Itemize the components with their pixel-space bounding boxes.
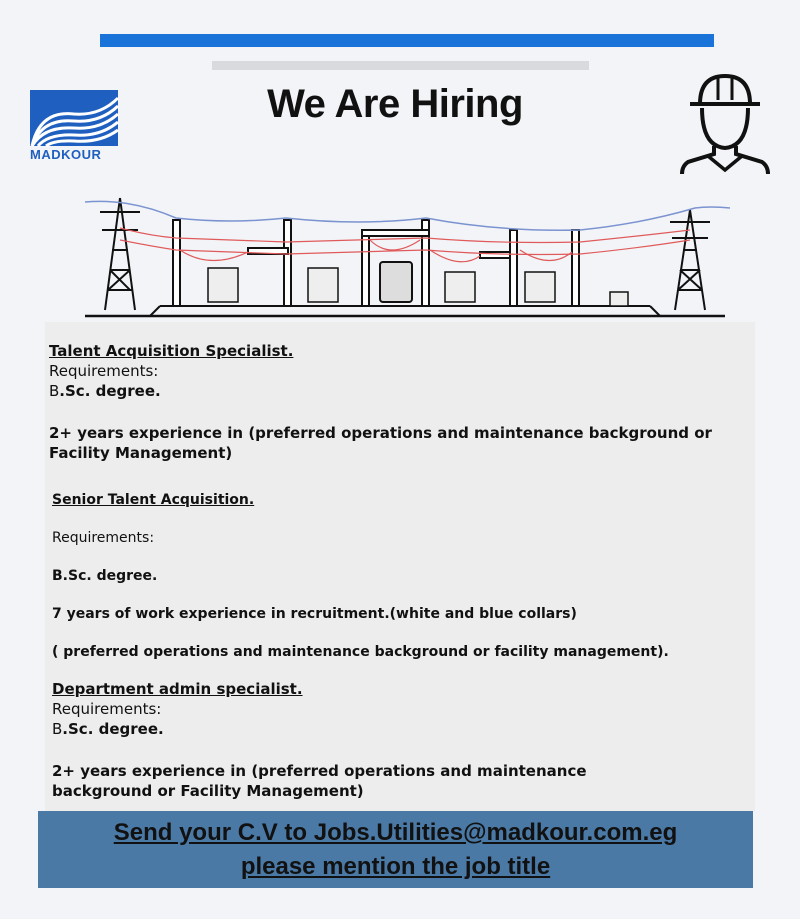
job-3-degree-rest: .Sc. degree. [62, 720, 164, 738]
cta-email-line[interactable]: Send your C.V to Jobs.Utilities@madkour.com.eg [113, 819, 678, 846]
job-3-title: Department admin specialist. [52, 680, 303, 698]
company-name: MADKOUR [30, 147, 102, 162]
job-3-degree [52, 719, 587, 739]
job-3 [52, 679, 587, 801]
job-1-experience: 2+ years experience in (preferred operations and maintenance background or Facility Management) [49, 424, 712, 462]
substation-illustration [80, 190, 730, 320]
job-1-requirements-label: Requirements: [49, 362, 159, 380]
job-3-requirements-label: Requirements: [52, 700, 162, 718]
job-2-degree: B.Sc. degree. [52, 568, 158, 584]
page-title: We Are Hiring [267, 82, 523, 126]
job-2 [52, 491, 669, 662]
top-grey-bar [212, 61, 589, 70]
job-3-experience-line2: background or Facility Management) [52, 782, 364, 800]
apply-banner [38, 811, 753, 888]
job-3-degree-prefix: B [52, 720, 63, 738]
job-1 [49, 341, 739, 463]
job-1-title: Talent Acquisition Specialist. [49, 342, 294, 360]
top-accent-bar [100, 34, 714, 47]
job-1-degree [49, 381, 739, 401]
construction-worker-icon [678, 70, 773, 178]
cta-instruction-line: please mention the job title [240, 853, 551, 880]
job-2-experience: 7 years of work experience in recruitment.(white and blue collars) [52, 606, 577, 622]
job-1-degree-prefix: B [49, 382, 60, 400]
job-2-background: ( preferred operations and maintenance background or facility management). [52, 644, 669, 660]
job-2-requirements-label: Requirements: [52, 530, 155, 546]
job-3-experience-line1: 2+ years experience in (preferred operations and maintenance [52, 762, 587, 780]
job-1-degree-rest: .Sc. degree. [59, 382, 161, 400]
job-2-title: Senior Talent Acquisition. [52, 492, 255, 508]
